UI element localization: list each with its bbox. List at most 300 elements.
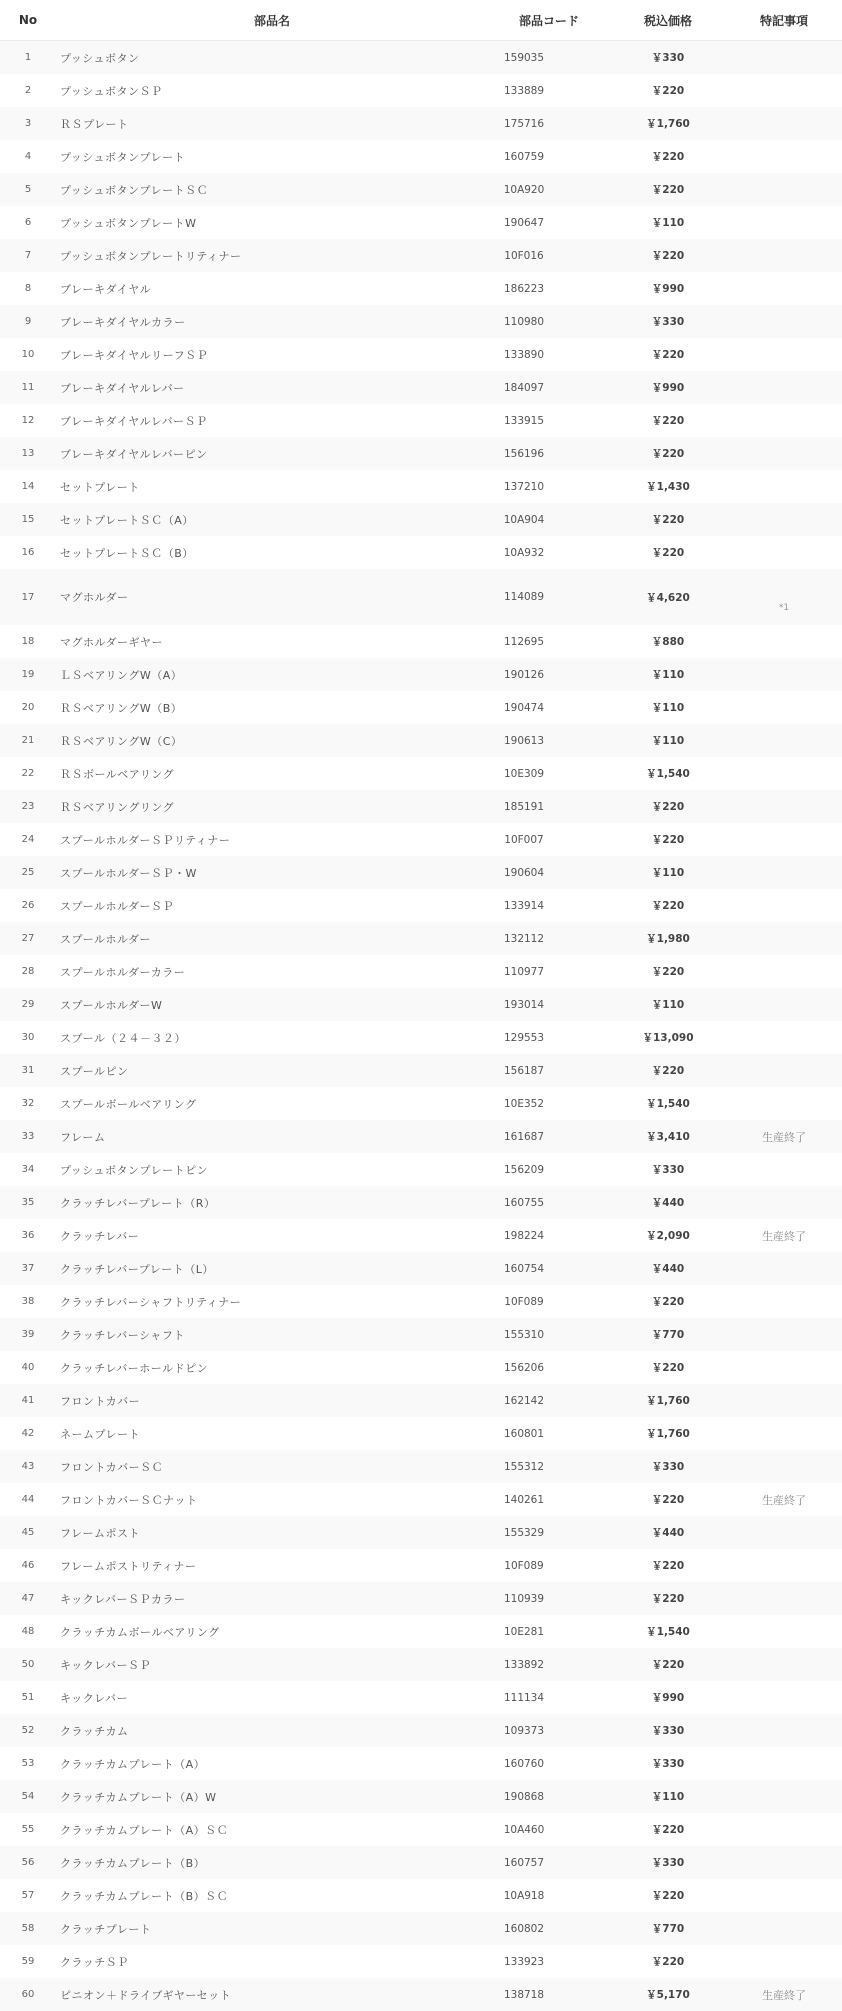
part-name-cell: フロントカバーＳＣナット	[56, 1483, 488, 1516]
part-number-cell: 60	[0, 1978, 56, 2011]
part-price-cell: ￥220	[610, 404, 726, 437]
part-name-cell: スプールホルダーＳＰ・W	[56, 856, 488, 889]
part-number-cell: 39	[0, 1318, 56, 1351]
part-code-cell: 133915	[488, 404, 610, 437]
table-row	[0, 371, 842, 404]
part-code-cell: 137210	[488, 470, 610, 503]
part-name-cell: スプールホルダーW	[56, 988, 488, 1021]
part-note-cell	[726, 173, 842, 206]
part-note-cell	[726, 536, 842, 569]
part-number-cell: 33	[0, 1120, 56, 1153]
table-row	[0, 1945, 842, 1978]
part-code-cell: 132112	[488, 922, 610, 955]
part-number-cell: 58	[0, 1912, 56, 1945]
part-price-cell: ￥330	[610, 1153, 726, 1186]
part-note-cell	[726, 1318, 842, 1351]
part-note-cell	[726, 724, 842, 757]
part-code-cell: 160759	[488, 140, 610, 173]
part-price-cell: ￥220	[610, 1483, 726, 1516]
part-number-cell: 20	[0, 691, 56, 724]
part-number-cell: 57	[0, 1879, 56, 1912]
part-note-cell	[726, 1879, 842, 1912]
part-name-cell: ブレーキダイヤルレバー	[56, 371, 488, 404]
table-row	[0, 470, 842, 503]
table-row	[0, 1681, 842, 1714]
part-code-cell: 160754	[488, 1252, 610, 1285]
part-name-cell: フレームポスト	[56, 1516, 488, 1549]
part-price-cell: ￥5,170	[610, 1978, 726, 2011]
part-note-cell	[726, 1153, 842, 1186]
table-row	[0, 1516, 842, 1549]
part-name-cell: スプールピン	[56, 1054, 488, 1087]
part-note-cell	[726, 1615, 842, 1648]
part-code-cell: 159035	[488, 41, 610, 75]
part-code-cell: 10A932	[488, 536, 610, 569]
table-row	[0, 569, 842, 625]
part-code-cell: 114089	[488, 569, 610, 625]
table-row	[0, 1912, 842, 1945]
part-name-cell: ネームプレート	[56, 1417, 488, 1450]
part-price-cell: ￥220	[610, 1549, 726, 1582]
part-price-cell: ￥220	[610, 790, 726, 823]
part-price-cell: ￥220	[610, 338, 726, 371]
part-code-cell: 160801	[488, 1417, 610, 1450]
part-code-cell: 190613	[488, 724, 610, 757]
part-number-cell: 42	[0, 1417, 56, 1450]
part-note-cell	[726, 1252, 842, 1285]
part-number-cell: 50	[0, 1648, 56, 1681]
header-price: 税込価格	[610, 0, 726, 41]
part-name-cell: プッシュボタンプレート	[56, 140, 488, 173]
part-code-cell: 162142	[488, 1384, 610, 1417]
part-number-cell: 56	[0, 1846, 56, 1879]
part-name-cell: ＲＳベアリングW（B）	[56, 691, 488, 724]
table-row	[0, 206, 842, 239]
part-number-cell: 9	[0, 305, 56, 338]
part-code-cell: 190647	[488, 206, 610, 239]
part-note-cell	[726, 1846, 842, 1879]
part-number-cell: 30	[0, 1021, 56, 1054]
part-name-cell: ブレーキダイヤル	[56, 272, 488, 305]
part-name-cell: セットプレート	[56, 470, 488, 503]
table-row	[0, 1879, 842, 1912]
table-row	[0, 1153, 842, 1186]
part-price-cell: ￥990	[610, 371, 726, 404]
part-name-cell: クラッチレバーシャフト	[56, 1318, 488, 1351]
part-code-cell: 198224	[488, 1219, 610, 1252]
table-row	[0, 1846, 842, 1879]
table-row	[0, 856, 842, 889]
part-price-cell: ￥220	[610, 239, 726, 272]
part-code-cell: 10F089	[488, 1549, 610, 1582]
part-name-cell: プッシュボタンプレートピン	[56, 1153, 488, 1186]
table-row	[0, 1087, 842, 1120]
part-note-cell	[726, 1549, 842, 1582]
part-note-cell	[726, 1384, 842, 1417]
part-price-cell: ￥440	[610, 1516, 726, 1549]
part-name-cell: ＲＳボールベアリング	[56, 757, 488, 790]
part-code-cell: 160802	[488, 1912, 610, 1945]
part-name-cell: ＲＳベアリングW（C）	[56, 724, 488, 757]
part-note-cell	[726, 1417, 842, 1450]
part-name-cell: フレームポストリティナー	[56, 1549, 488, 1582]
part-note-cell	[726, 658, 842, 691]
part-price-cell: ￥220	[610, 1813, 726, 1846]
table-row	[0, 1483, 842, 1516]
part-number-cell: 55	[0, 1813, 56, 1846]
part-number-cell: 34	[0, 1153, 56, 1186]
part-price-cell: ￥1,540	[610, 1615, 726, 1648]
part-price-cell: ￥220	[610, 1054, 726, 1087]
part-name-cell: クラッチＳＰ	[56, 1945, 488, 1978]
part-number-cell: 52	[0, 1714, 56, 1747]
part-name-cell: クラッチカムプレート（A）W	[56, 1780, 488, 1813]
part-note-cell	[726, 1516, 842, 1549]
part-price-cell: ￥1,540	[610, 757, 726, 790]
table-row	[0, 272, 842, 305]
part-price-cell: ￥220	[610, 955, 726, 988]
part-code-cell: 10E352	[488, 1087, 610, 1120]
part-number-cell: 18	[0, 625, 56, 658]
part-note-cell	[726, 503, 842, 536]
part-code-cell: 160755	[488, 1186, 610, 1219]
part-name-cell: ピニオン＋ドライブギヤーセット	[56, 1978, 488, 2011]
part-number-cell: 17	[0, 569, 56, 625]
part-note-cell	[726, 1351, 842, 1384]
part-name-cell: クラッチレバーホールドピン	[56, 1351, 488, 1384]
part-code-cell: 129553	[488, 1021, 610, 1054]
table-row	[0, 1417, 842, 1450]
part-name-cell: フレーム	[56, 1120, 488, 1153]
part-code-cell: 112695	[488, 625, 610, 658]
part-code-cell: 110980	[488, 305, 610, 338]
table-row	[0, 955, 842, 988]
part-name-cell: キックレバーＳＰ	[56, 1648, 488, 1681]
table-row	[0, 107, 842, 140]
part-code-cell: 133892	[488, 1648, 610, 1681]
part-name-cell: ブレーキダイヤルレバーピン	[56, 437, 488, 470]
table-row	[0, 437, 842, 470]
part-price-cell: ￥13,090	[610, 1021, 726, 1054]
part-note-cell	[726, 1813, 842, 1846]
part-number-cell: 32	[0, 1087, 56, 1120]
table-row	[0, 173, 842, 206]
part-name-cell: クラッチレバープレート（R）	[56, 1186, 488, 1219]
part-name-cell: クラッチレバー	[56, 1219, 488, 1252]
part-price-cell: ￥110	[610, 856, 726, 889]
part-price-cell: ￥1,760	[610, 107, 726, 140]
part-note-cell	[726, 140, 842, 173]
part-price-cell: ￥220	[610, 503, 726, 536]
table-row	[0, 1318, 842, 1351]
table-row	[0, 658, 842, 691]
part-price-cell: ￥330	[610, 1747, 726, 1780]
part-number-cell: 36	[0, 1219, 56, 1252]
part-code-cell: 133890	[488, 338, 610, 371]
part-name-cell: キックレバー	[56, 1681, 488, 1714]
part-name-cell: クラッチカム	[56, 1714, 488, 1747]
part-name-cell: クラッチレバープレート（L）	[56, 1252, 488, 1285]
part-name-cell: クラッチプレート	[56, 1912, 488, 1945]
header-name: 部品名	[56, 0, 488, 41]
part-code-cell: 10A904	[488, 503, 610, 536]
part-price-cell: ￥1,760	[610, 1417, 726, 1450]
part-code-cell: 10A920	[488, 173, 610, 206]
part-note-cell	[726, 757, 842, 790]
part-note-cell	[726, 1945, 842, 1978]
part-name-cell: プッシュボタンプレートリティナー	[56, 239, 488, 272]
part-note-cell	[726, 437, 842, 470]
table-row	[0, 1747, 842, 1780]
part-name-cell: ブレーキダイヤルカラー	[56, 305, 488, 338]
part-number-cell: 19	[0, 658, 56, 691]
part-number-cell: 35	[0, 1186, 56, 1219]
table-row	[0, 1648, 842, 1681]
part-name-cell: スプールホルダーカラー	[56, 955, 488, 988]
part-code-cell: 110939	[488, 1582, 610, 1615]
part-number-cell: 44	[0, 1483, 56, 1516]
part-code-cell: 190604	[488, 856, 610, 889]
part-code-cell: 160760	[488, 1747, 610, 1780]
part-note-cell	[726, 955, 842, 988]
part-number-cell: 26	[0, 889, 56, 922]
part-code-cell: 110977	[488, 955, 610, 988]
part-note-cell	[726, 856, 842, 889]
part-name-cell: マグホルダー	[56, 569, 488, 625]
part-price-cell: ￥110	[610, 658, 726, 691]
part-name-cell: ＲＳプレート	[56, 107, 488, 140]
part-number-cell: 14	[0, 470, 56, 503]
part-code-cell: 156196	[488, 437, 610, 470]
table-row	[0, 1549, 842, 1582]
part-note-cell	[726, 1780, 842, 1813]
table-row	[0, 823, 842, 856]
part-name-cell: フロントカバーＳＣ	[56, 1450, 488, 1483]
part-price-cell: ￥880	[610, 625, 726, 658]
part-code-cell: 111134	[488, 1681, 610, 1714]
table-row	[0, 757, 842, 790]
part-note-cell	[726, 470, 842, 503]
part-code-cell: 133923	[488, 1945, 610, 1978]
part-price-cell: ￥770	[610, 1318, 726, 1351]
part-code-cell: 190474	[488, 691, 610, 724]
part-number-cell: 8	[0, 272, 56, 305]
part-price-cell: ￥990	[610, 272, 726, 305]
part-number-cell: 22	[0, 757, 56, 790]
part-price-cell: ￥110	[610, 988, 726, 1021]
part-note-cell	[726, 371, 842, 404]
part-number-cell: 21	[0, 724, 56, 757]
header-row	[0, 0, 842, 41]
part-name-cell: スプールホルダー	[56, 922, 488, 955]
part-name-cell: プッシュボタンプレートW	[56, 206, 488, 239]
part-number-cell: 41	[0, 1384, 56, 1417]
table-row	[0, 790, 842, 823]
part-name-cell: ブレーキダイヤルリーフＳＰ	[56, 338, 488, 371]
part-price-cell: ￥330	[610, 1714, 726, 1747]
part-code-cell: 161687	[488, 1120, 610, 1153]
part-number-cell: 25	[0, 856, 56, 889]
part-note-cell	[726, 1450, 842, 1483]
part-number-cell: 43	[0, 1450, 56, 1483]
part-name-cell: クラッチカムプレート（A）ＳＣ	[56, 1813, 488, 1846]
part-price-cell: ￥1,430	[610, 470, 726, 503]
part-name-cell: プッシュボタン	[56, 41, 488, 75]
table-row	[0, 1582, 842, 1615]
part-price-cell: ￥330	[610, 305, 726, 338]
part-number-cell: 4	[0, 140, 56, 173]
table-header	[0, 0, 842, 41]
part-number-cell: 45	[0, 1516, 56, 1549]
table-row	[0, 724, 842, 757]
part-note-cell	[726, 404, 842, 437]
part-note-cell	[726, 74, 842, 107]
part-code-cell: 10F007	[488, 823, 610, 856]
table-row	[0, 625, 842, 658]
part-code-cell: 155329	[488, 1516, 610, 1549]
part-code-cell: 155312	[488, 1450, 610, 1483]
part-code-cell: 10E309	[488, 757, 610, 790]
part-price-cell: ￥330	[610, 41, 726, 75]
part-number-cell: 11	[0, 371, 56, 404]
table-row	[0, 1978, 842, 2011]
part-price-cell: ￥110	[610, 691, 726, 724]
part-name-cell: ブレーキダイヤルレバーＳＰ	[56, 404, 488, 437]
part-code-cell: 156206	[488, 1351, 610, 1384]
table-row	[0, 305, 842, 338]
part-note-cell	[726, 239, 842, 272]
part-name-cell: セットプレートＳＣ（B）	[56, 536, 488, 569]
part-name-cell: プッシュボタンプレートＳＣ	[56, 173, 488, 206]
part-price-cell: ￥220	[610, 823, 726, 856]
part-number-cell: 3	[0, 107, 56, 140]
table-row	[0, 536, 842, 569]
header-no: No	[0, 0, 56, 41]
part-price-cell: ￥2,090	[610, 1219, 726, 1252]
part-note-cell	[726, 790, 842, 823]
part-code-cell: 155310	[488, 1318, 610, 1351]
part-name-cell: クラッチカムプレート（A）	[56, 1747, 488, 1780]
part-code-cell: 186223	[488, 272, 610, 305]
table-row	[0, 1351, 842, 1384]
part-note-cell	[726, 1087, 842, 1120]
part-note-cell	[726, 691, 842, 724]
part-code-cell: 10A918	[488, 1879, 610, 1912]
part-note-cell	[726, 625, 842, 658]
part-price-cell: ￥220	[610, 74, 726, 107]
part-price-cell: ￥110	[610, 1780, 726, 1813]
part-name-cell: スプールホルダーＳＰリティナー	[56, 823, 488, 856]
part-name-cell: フロントカバー	[56, 1384, 488, 1417]
part-number-cell: 27	[0, 922, 56, 955]
table-row	[0, 1219, 842, 1252]
part-price-cell: ￥220	[610, 1582, 726, 1615]
part-note-cell	[726, 305, 842, 338]
part-code-cell: 140261	[488, 1483, 610, 1516]
table-row	[0, 1252, 842, 1285]
table-row	[0, 41, 842, 75]
part-name-cell: セットプレートＳＣ（A）	[56, 503, 488, 536]
part-number-cell: 37	[0, 1252, 56, 1285]
part-note-cell	[726, 823, 842, 856]
part-price-cell: ￥220	[610, 437, 726, 470]
part-note-cell	[726, 1021, 842, 1054]
part-price-cell: ￥1,760	[610, 1384, 726, 1417]
part-price-cell: ￥110	[610, 724, 726, 757]
table-row	[0, 1285, 842, 1318]
part-number-cell: 59	[0, 1945, 56, 1978]
part-note-cell	[726, 1714, 842, 1747]
part-price-cell: ￥220	[610, 1648, 726, 1681]
part-code-cell: 10F089	[488, 1285, 610, 1318]
table-row	[0, 1021, 842, 1054]
table-row	[0, 1384, 842, 1417]
table-row	[0, 691, 842, 724]
part-price-cell: ￥990	[610, 1681, 726, 1714]
part-price-cell: ￥1,980	[610, 922, 726, 955]
part-name-cell: スプールホルダーＳＰ	[56, 889, 488, 922]
table-row	[0, 239, 842, 272]
part-code-cell: 133889	[488, 74, 610, 107]
part-name-cell: クラッチレバーシャフトリティナー	[56, 1285, 488, 1318]
part-price-cell: ￥220	[610, 536, 726, 569]
table-row	[0, 404, 842, 437]
part-note-cell	[726, 1681, 842, 1714]
part-name-cell: マグホルダーギヤー	[56, 625, 488, 658]
part-price-cell: ￥110	[610, 206, 726, 239]
part-note-cell	[726, 1186, 842, 1219]
table-row	[0, 1054, 842, 1087]
part-code-cell: 138718	[488, 1978, 610, 2011]
part-number-cell: 6	[0, 206, 56, 239]
part-number-cell: 54	[0, 1780, 56, 1813]
part-note-cell	[726, 988, 842, 1021]
part-note-cell	[726, 1285, 842, 1318]
part-note-cell	[726, 1648, 842, 1681]
part-note-cell	[726, 1054, 842, 1087]
part-price-cell: ￥4,620	[610, 569, 726, 625]
part-price-cell: ￥1,540	[610, 1087, 726, 1120]
part-number-cell: 28	[0, 955, 56, 988]
part-number-cell: 24	[0, 823, 56, 856]
part-code-cell: 190126	[488, 658, 610, 691]
part-note-cell	[726, 1582, 842, 1615]
part-code-cell: 193014	[488, 988, 610, 1021]
table-row	[0, 1813, 842, 1846]
part-name-cell: キックレバーＳＰカラー	[56, 1582, 488, 1615]
part-name-cell: クラッチカムプレート（B）ＳＣ	[56, 1879, 488, 1912]
part-price-cell: ￥220	[610, 889, 726, 922]
part-note-cell	[726, 1912, 842, 1945]
part-note-cell	[726, 889, 842, 922]
table-row	[0, 1714, 842, 1747]
part-price-cell: ￥220	[610, 140, 726, 173]
part-number-cell: 29	[0, 988, 56, 1021]
part-note-cell	[726, 922, 842, 955]
part-code-cell: 175716	[488, 107, 610, 140]
part-price-cell: ￥220	[610, 1285, 726, 1318]
part-price-cell: ￥330	[610, 1450, 726, 1483]
part-number-cell: 46	[0, 1549, 56, 1582]
table-row	[0, 74, 842, 107]
part-number-cell: 1	[0, 41, 56, 75]
part-name-cell: スプールボールベアリング	[56, 1087, 488, 1120]
part-name-cell: プッシュボタンＳＰ	[56, 74, 488, 107]
part-number-cell: 38	[0, 1285, 56, 1318]
part-note-cell	[726, 338, 842, 371]
header-code: 部品コード	[488, 0, 610, 41]
part-number-cell: 31	[0, 1054, 56, 1087]
